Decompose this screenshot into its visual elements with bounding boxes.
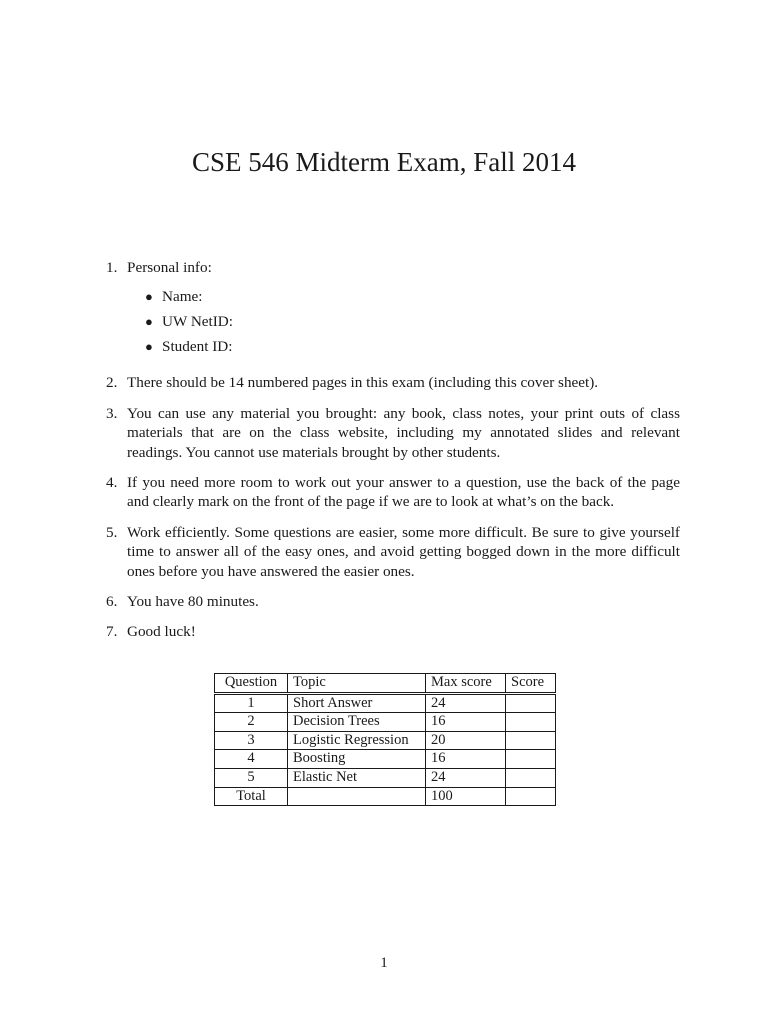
list-item (145, 337, 680, 356)
item-text: You have 80 minutes. (127, 593, 259, 611)
instruction-item (106, 523, 680, 581)
item-text: You can use any material you brought: any book, class notes, your print outs of class materials that are on the class website, including my annotated slides and relevant readings. You cannot use materials brought by other students. (127, 404, 680, 461)
personal-info-list (127, 287, 680, 356)
cell-score (506, 768, 556, 787)
item-number: 5. (106, 523, 118, 541)
item-text: If you need more room to work out your answer to a question, use the back of the page and clearly mark on the front of the page if we are to look at what’s on the back. (127, 474, 680, 511)
instruction-item (106, 592, 680, 611)
bullet-icon: ● (145, 289, 153, 305)
cell-score (506, 713, 556, 732)
item-number: 3. (106, 404, 118, 422)
cell-question: Total (215, 787, 288, 806)
instruction-item (106, 622, 680, 641)
table-row (215, 693, 556, 713)
table-row (215, 713, 556, 732)
table-row (215, 731, 556, 750)
header-question: Question (215, 674, 288, 694)
header-max-score: Max score (426, 674, 506, 694)
list-item (145, 312, 680, 331)
instruction-item (106, 404, 680, 462)
cell-max-score: 24 (426, 768, 506, 787)
cell-topic: Logistic Regression (288, 731, 426, 750)
cell-max-score: 24 (426, 693, 506, 713)
header-topic: Topic (288, 674, 426, 694)
table-row (215, 768, 556, 787)
cell-question: 3 (215, 731, 288, 750)
table-row-total (215, 787, 556, 806)
list-item (145, 287, 680, 306)
cell-score (506, 731, 556, 750)
cell-score (506, 750, 556, 769)
bullet-icon: ● (145, 314, 153, 330)
cell-topic: Boosting (288, 750, 426, 769)
instructions-list (106, 258, 680, 653)
cell-max-score: 20 (426, 731, 506, 750)
item-text: Good luck! (127, 623, 196, 641)
cell-score (506, 787, 556, 806)
cell-question: 5 (215, 768, 288, 787)
cell-max-score: 16 (426, 750, 506, 769)
item-text: Work efficiently. Some questions are easier, some more difficult. Be sure to give yourself time to answer all of the easy ones, and avoid getting bogged down in the more difficult ones before you have answered the easier ones. (127, 523, 680, 580)
cell-score (506, 693, 556, 713)
student-id-label: Student ID: (162, 338, 233, 356)
name-label: Name: (162, 288, 203, 306)
table-header-row (215, 674, 556, 694)
cell-topic: Decision Trees (288, 713, 426, 732)
instruction-item (106, 258, 680, 362)
page-number: 1 (380, 955, 388, 971)
cell-topic (288, 787, 426, 806)
item-number: 1. (106, 259, 118, 276)
cell-max-score: 16 (426, 713, 506, 732)
item-text: There should be 14 numbered pages in this exam (including this cover sheet). (127, 374, 599, 392)
cell-question: 2 (215, 713, 288, 732)
cell-question: 4 (215, 750, 288, 769)
netid-label: UW NetID: (162, 313, 233, 331)
cell-max-score: 100 (426, 787, 506, 806)
item-number: 4. (106, 474, 118, 492)
header-score: Score (506, 674, 556, 694)
instruction-item (106, 473, 680, 512)
instruction-item (106, 373, 680, 392)
table-row (215, 750, 556, 769)
cell-topic: Elastic Net (288, 768, 426, 787)
bullet-icon: ● (145, 339, 153, 355)
item-number: 2. (106, 374, 118, 392)
item-number: 7. (106, 623, 118, 641)
exam-title: CSE 546 Midterm Exam, Fall 2014 (192, 147, 576, 177)
cell-question: 1 (215, 693, 288, 713)
item-text: Personal info: (127, 259, 212, 276)
item-number: 6. (106, 593, 118, 611)
cell-topic: Short Answer (288, 693, 426, 713)
score-table (214, 673, 556, 806)
